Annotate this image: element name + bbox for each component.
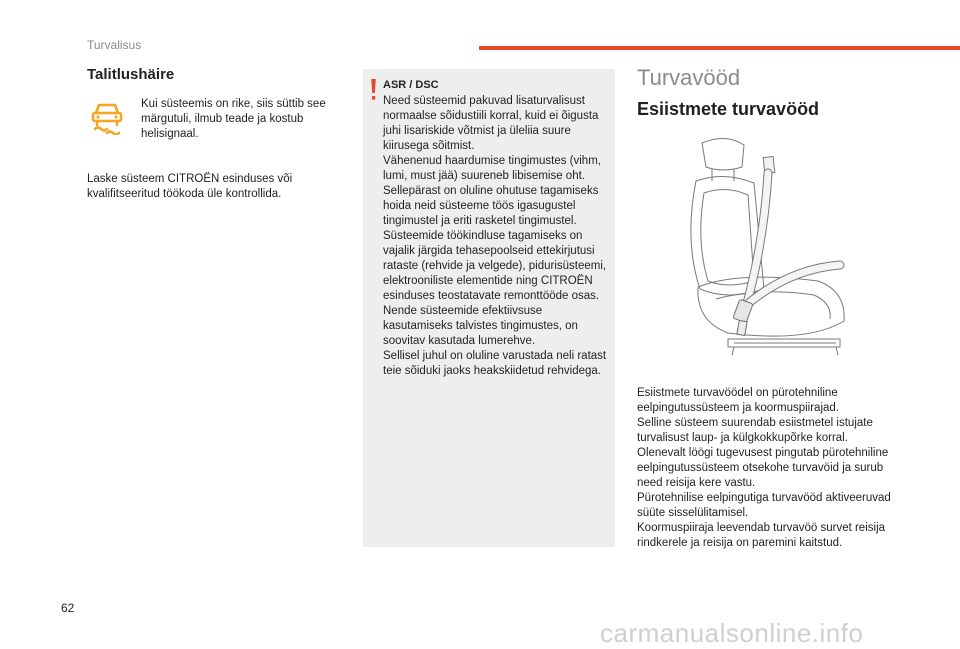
section-title: Turvavööd xyxy=(637,65,741,90)
subsection-title: Esiistmete turvavööd xyxy=(637,99,820,119)
traction-control-warning-icon xyxy=(87,101,127,135)
page-number: 62 xyxy=(61,601,75,615)
seat-belt-description: Esiistmete turvavöödel on pürotehniline eelpingutussüsteem ja koormuspiirajad. Selline süsteem suurendab esiistmetel istujate turvalisust laup- ja külgkokkupõrke korral. Olenevalt löögi tugevusest pingutab pürotehniline eelpingutussüsteem otsekohe turvavöid ja surub need reisija kere vastu. Pürotehnilise eelpingutiga turvavööd aktiveeruvad süüte sisselülitamisel. Koormuspiiraja leevendab turvavöö survet reisija rindkerele ja reisija on paremini kaitstud. xyxy=(637,387,891,549)
service-instruction: Laske süsteem CITROËN esinduses või kvalifitseeritud töökoda üle kontrollida. xyxy=(87,173,293,200)
chapter-title: Turvalisus xyxy=(87,38,142,52)
malfunction-heading: Talitlushäire xyxy=(87,66,175,83)
front-seat-belt-illustration xyxy=(668,131,858,376)
exclamation-icon xyxy=(370,79,377,101)
header-accent-bar xyxy=(479,46,960,50)
note-title: ASR / DSC xyxy=(383,79,439,91)
watermark-text: carmanualsonline.info xyxy=(600,618,864,648)
warning-light-description: Kui süsteemis on rike, siis süttib see märgutuli, ilmub teade ja kostub helisignaal. xyxy=(141,98,326,140)
note-body: Need süsteemid pakuvad lisaturvalisust normaalse sõidustiili korral, kuid ei õigusta juhi lisariskide võtmist ja üleliia suure kiirusega sõitmist. Vähenenud haardumise tingimustes (vihm, lumi, must jää) suureneb libisemise oht. Sellepärast on oluline ohutuse tagamiseks hoida neid süsteeme töös igasugustel tingimustel ja eriti rasketel tingimustel. Süsteemide töökindluse tagamiseks on vajalik järgida tehasepoolseid ettekirjutusi rataste (rehvide ja velgede), pidurisüsteemi, elektrooniliste elementide ning CITROËN esinduses teostatavate remonttööde osas. Nende süsteemide efektiivsuse kasutamiseks talvistes tingimustes, on soovitav kasutada lumerehve. Sellisel juhul on oluline varustada neli ratast teie sõiduki jaoks heakskiidetud rehvidega. xyxy=(383,95,607,377)
